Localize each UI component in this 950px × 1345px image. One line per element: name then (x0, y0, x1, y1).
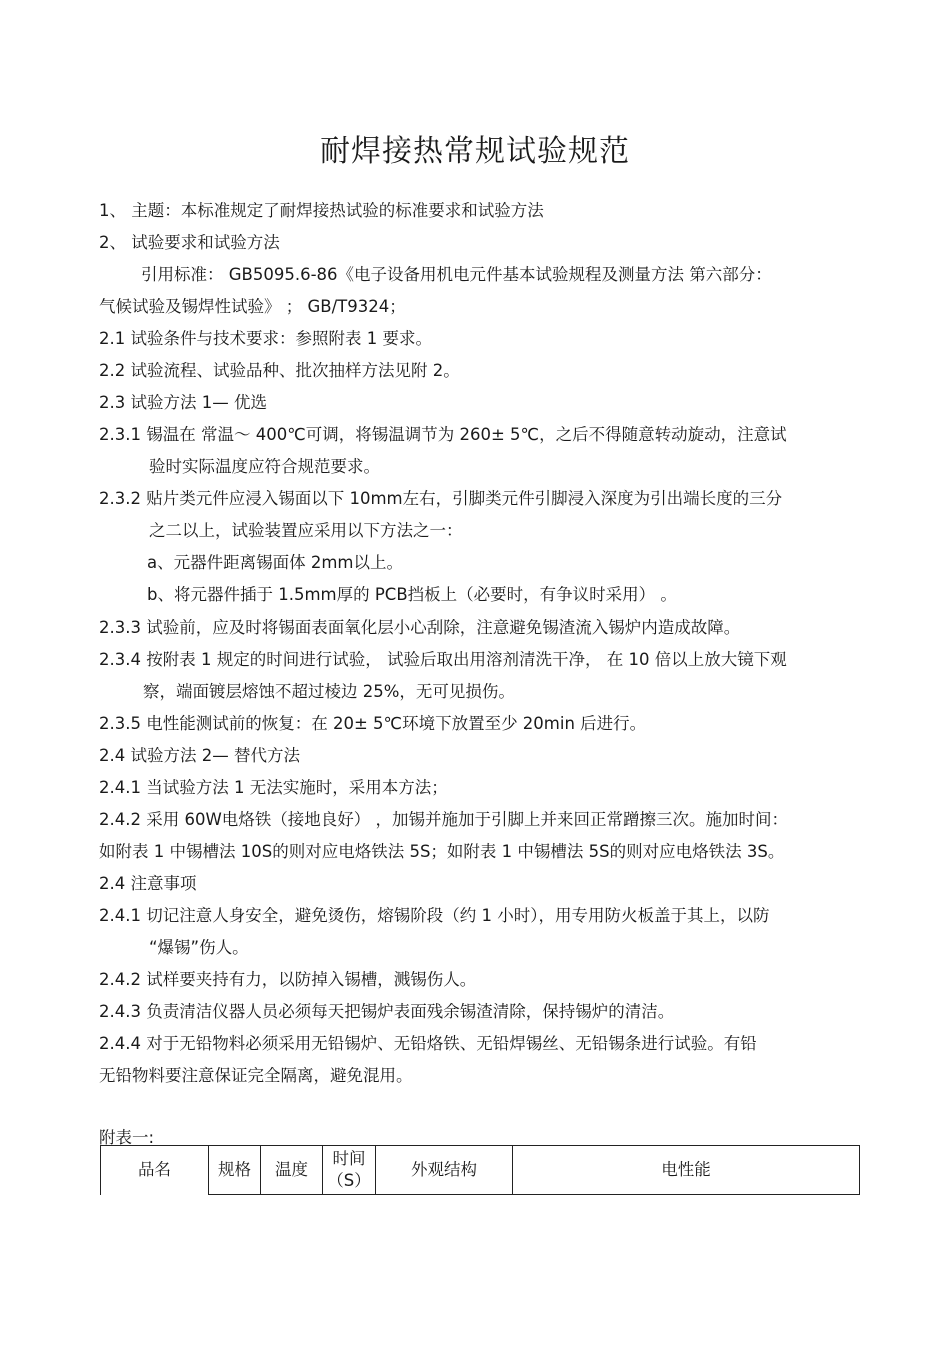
document-title: 耐焊接热常规试验规范 (320, 134, 630, 169)
header-temperature: 温度 (261, 1146, 323, 1195)
text-line: 2.4.1 当试验方法 1 无法实施时，采用本方法； (99, 778, 448, 797)
table-header-row (101, 1146, 860, 1195)
text-line: 2.4.4 对于无铅物料必须采用无铅锡炉、无铅烙铁、无铅焊锡丝、无铅锡条进行试验。有铅 (99, 1034, 757, 1053)
text-line: 2.3 试验方法 1— 优选 (99, 393, 267, 412)
header-name: 品名 (101, 1146, 209, 1195)
text-line: 如附表 1 中锡槽法 10S的则对应电烙铁法 5S；如附表 1 中锡槽法 5S的则对应电烙铁法 3S。 (99, 842, 785, 861)
text-line: 引用标准： GB5095.6-86《电子设备用机电元件基本试验规程及测量方法 第六部分： (141, 265, 772, 284)
text-line: 2.2 试验流程、试验品种、批次抽样方法见附 2。 (99, 361, 460, 380)
text-line: 察，端面镀层熔蚀不超过棱边 25%，无可见损伤。 (143, 682, 515, 701)
header-time-unit: （S） (327, 1171, 371, 1190)
text-line: 1、 主题：本标准规定了耐焊接热试验的标准要求和试验方法 (99, 201, 544, 220)
header-time (323, 1146, 376, 1195)
text-line: 2.1 试验条件与技术要求：参照附表 1 要求。 (99, 329, 432, 348)
text-line: 2.4 注意事项 (99, 874, 197, 893)
text-line: 无铅物料要注意保证完全隔离，避免混用。 (99, 1066, 413, 1085)
text-line: 2.4.2 采用 60W电烙铁（接地良好） ，加锡并施加于引脚上并来回正常蹭擦三次。施加时间： (99, 810, 789, 829)
text-line: 气候试验及锡焊性试验》 ； GB/T9324； (99, 297, 406, 316)
text-line: a、元器件距离锡面体 2mm以上。 (147, 553, 403, 572)
text-line: 2.4 试验方法 2— 替代方法 (99, 746, 300, 765)
text-line: 2.4.1 切记注意人身安全，避免烫伤，熔锡阶段（约 1 小时），用专用防火板盖于其上，以防 (99, 906, 770, 925)
header-appearance: 外观结构 (376, 1146, 513, 1195)
header-spec: 规格 (209, 1146, 261, 1195)
text-line: “爆锡”伤人。 (149, 938, 249, 957)
attachment-table (100, 1145, 860, 1195)
text-line: 2.4.2 试样要夹持有力，以防掉入锡槽，溅锡伤人。 (99, 970, 477, 989)
text-line: 2、 试验要求和试验方法 (99, 233, 280, 252)
header-electrical: 电性能 (513, 1146, 860, 1195)
text-line: 2.4.3 负责清洁仪器人员必须每天把锡炉表面残余锡渣清除，保持锡炉的清洁。 (99, 1002, 675, 1021)
text-line: b、将元器件插于 1.5mm厚的 PCB挡板上（必要时，有争议时采用） 。 (147, 585, 677, 604)
text-line: 2.3.3 试验前，应及时将锡面表面氧化层小心刮除，注意避免锡渣流入锡炉内造成故障。 (99, 618, 741, 637)
text-line: 验时实际温度应符合规范要求。 (149, 457, 380, 476)
text-line: 之二以上，试验装置应采用以下方法之一： (149, 521, 463, 540)
attachment-caption: 附表一: (99, 1128, 155, 1147)
header-time-label: 时间 (332, 1149, 366, 1168)
text-line: 2.3.1 锡温在 常温～ 400℃可调，将锡温调节为 260± 5℃，之后不得随意转动旋动，注意试 (99, 425, 787, 444)
text-line: 2.3.5 电性能测试前的恢复：在 20± 5℃环境下放置至少 20min 后进行。 (99, 714, 647, 733)
text-line: 2.3.2 贴片类元件应浸入锡面以下 10mm左右，引脚类元件引脚浸入深度为引出端长度的三分 (99, 489, 783, 508)
text-line: 2.3.4 按附表 1 规定的时间进行试验， 试验后取出用溶剂清洗干净， 在 10 倍以上放大镜下观 (99, 650, 787, 669)
